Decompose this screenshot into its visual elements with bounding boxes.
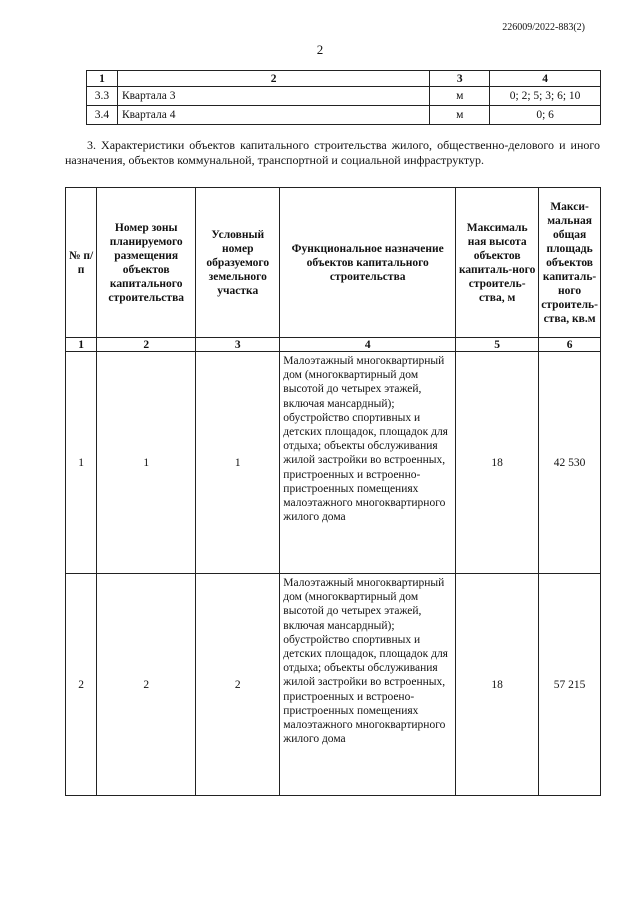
column-number: 4 (280, 338, 456, 352)
document-number: 226009/2022-883(2) (502, 22, 585, 33)
row-index: 3.3 (87, 87, 118, 106)
header-zone: Номер зоны планируемого размещения объектов капитального строительства (97, 188, 196, 338)
column-number-1: 1 (87, 71, 118, 87)
column-numbers-row (66, 338, 601, 352)
table-continued (86, 70, 601, 125)
column-number-3: 3 (430, 71, 490, 87)
column-number-4: 4 (490, 71, 601, 87)
row-function: Малоэтажный многоквартирный дом (многоквартирный дом высотой до четырех этажей, включая мансардный); обустройство спортивных и детских площадок, площадок для отдыха; объекты обслуживания жилой застройки во встроенных, пристроенных и встроено-пристроенных помещениях малоэтажного многоквартирного жилого дома (280, 574, 456, 796)
column-number: 6 (539, 338, 601, 352)
row-number: 2 (66, 574, 97, 796)
row-area: 42 530 (539, 352, 601, 574)
table-row (87, 87, 601, 106)
row-zone: 2 (97, 574, 196, 796)
row-height: 18 (456, 352, 539, 574)
column-number: 1 (66, 338, 97, 352)
row-number: 1 (66, 352, 97, 574)
header-number: № п/п (66, 188, 97, 338)
column-number-2: 2 (117, 71, 429, 87)
characteristics-table (65, 187, 601, 796)
page-number: 2 (316, 42, 324, 57)
row-area: 57 215 (539, 574, 601, 796)
column-number: 2 (97, 338, 196, 352)
row-zone: 1 (97, 352, 196, 574)
table-row (87, 106, 601, 125)
row-index: 3.4 (87, 106, 118, 125)
row-plot: 2 (196, 574, 280, 796)
table-header-row (66, 188, 601, 338)
header-max-height: Максималь ная высота объектов капиталь-ного строитель-ства, м (456, 188, 539, 338)
header-function: Функциональное назначение объектов капитального строительства (280, 188, 456, 338)
row-unit: м (430, 106, 490, 125)
row-values: 0; 6 (490, 106, 601, 125)
column-number: 5 (456, 338, 539, 352)
column-number: 3 (196, 338, 280, 352)
table-header-row (87, 71, 601, 87)
row-values: 0; 2; 5; 3; 6; 10 (490, 87, 601, 106)
row-function: Малоэтажный многоквартирный дом (многоквартирный дом высотой до четырех этажей, включая мансардный); обустройство спортивных и детских площадок, площадок для отдыха; объекты обслуживания жилой застройки во встроенных, пристроенных и встроенно-пристроенных помещениях малоэтажного многоквартирного жилого дома (280, 352, 456, 574)
header-plot: Условный номер образуемого земельного участка (196, 188, 280, 338)
header-max-area: Макси-мальная общая площадь объектов капиталь-ного строитель-ства, кв.м (539, 188, 601, 338)
table-row (66, 352, 601, 574)
row-name: Квартала 3 (117, 87, 429, 106)
row-unit: м (430, 87, 490, 106)
row-name: Квартала 4 (117, 106, 429, 125)
row-plot: 1 (196, 352, 280, 574)
section-3-heading: 3. Характеристики объектов капитального строительства жилого, общественно-делового и иного назначения, объектов коммунальной, транспортной и социальной инфраструктур. (65, 138, 600, 167)
table-row (66, 574, 601, 796)
row-height: 18 (456, 574, 539, 796)
